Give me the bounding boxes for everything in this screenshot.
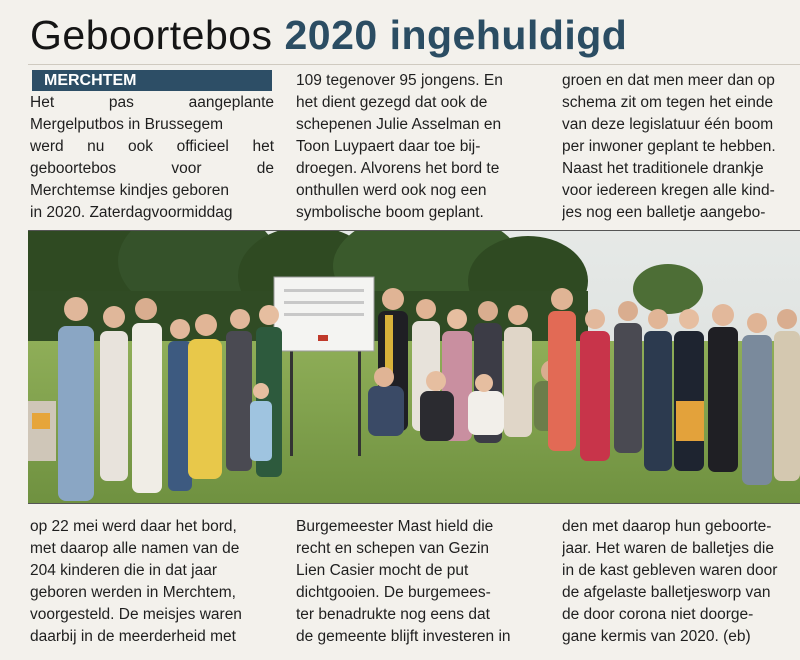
headline-lead: Geboortebos: [30, 12, 273, 58]
headline-accent: 2020 ingehuldigd: [284, 12, 628, 58]
text-line: jaar. Het waren de balletjes die: [562, 540, 774, 557]
text-line: onthullen werd ook nog een: [296, 182, 487, 199]
text-line: op 22 mei werd daar het bord,: [30, 518, 237, 535]
text-line: Naast het traditionele drankje: [562, 160, 764, 177]
text-line: groen en dat men meer dan op: [562, 72, 775, 89]
headline: [30, 6, 627, 64]
column-top-3: [562, 70, 800, 224]
header-rule: [28, 64, 800, 65]
column-bottom-1: [30, 516, 274, 648]
text-line: Mergelputbos in Brussegem: [30, 116, 223, 133]
text-line: werd nu ook officieel het: [30, 138, 274, 155]
text-line: in de kast gebleven waren door: [562, 562, 778, 579]
column-bottom-3: [562, 516, 800, 648]
text-line: per inwoner geplant te hebben.: [562, 138, 776, 155]
text-line: gane kermis van 2020. (eb): [562, 628, 751, 645]
text-line: 204 kinderen die in dat jaar: [30, 562, 217, 579]
location-kicker: MERCHTEM: [32, 70, 272, 91]
text-line: Het pas aangeplante: [30, 94, 274, 111]
column-bottom-2: [296, 516, 540, 648]
text-line: het dient gezegd dat ook de: [296, 94, 488, 111]
text-line: geboren werden in Merchtem,: [30, 584, 236, 601]
text-line: de afgelaste balletjesworp van: [562, 584, 771, 601]
text-line: Merchtemse kindjes geboren: [30, 182, 230, 199]
text-line: schema zit om tegen het einde: [562, 94, 774, 111]
text-line: dichtgooien. De burgemees-: [296, 584, 491, 601]
text-line: 109 tegenover 95 jongens. En: [296, 72, 503, 89]
text-line: Toon Luypaert daar toe bij-: [296, 138, 481, 155]
text-line: symbolische boom geplant.: [296, 204, 484, 221]
text-line: de door corona niet doorge-: [562, 606, 754, 623]
text-line: geboortebos voor de: [30, 160, 274, 177]
group-photo-illustration: [28, 231, 800, 503]
text-line: daarbij in de meerderheid met: [30, 628, 236, 645]
text-line: den met daarop hun geboorte-: [562, 518, 772, 535]
text-line: voorgesteld. De meisjes waren: [30, 606, 242, 623]
text-line: recht en schepen van Gezin: [296, 540, 490, 557]
text-line: de gemeente blijft investeren in: [296, 628, 511, 645]
text-line: ter benadrukte nog eens dat: [296, 606, 490, 623]
text-line: voor iedereen kregen alle kind-: [562, 182, 775, 199]
text-line: jes nog een balletje aangebo-: [562, 204, 766, 221]
group-photo: [28, 230, 800, 504]
column-top-1: [30, 92, 274, 224]
text-line: in 2020. Zaterdagvoormiddag: [30, 204, 233, 221]
text-line: schepenen Julie Asselman en: [296, 116, 502, 133]
text-line: Burgemeester Mast hield die: [296, 518, 494, 535]
text-line: droegen. Alvorens het bord te: [296, 160, 500, 177]
text-line: met daarop alle namen van de: [30, 540, 240, 557]
column-top-2: [296, 70, 540, 224]
text-line: van deze legislatuur één boom: [562, 116, 774, 133]
text-line: Lien Casier mocht de put: [296, 562, 469, 579]
